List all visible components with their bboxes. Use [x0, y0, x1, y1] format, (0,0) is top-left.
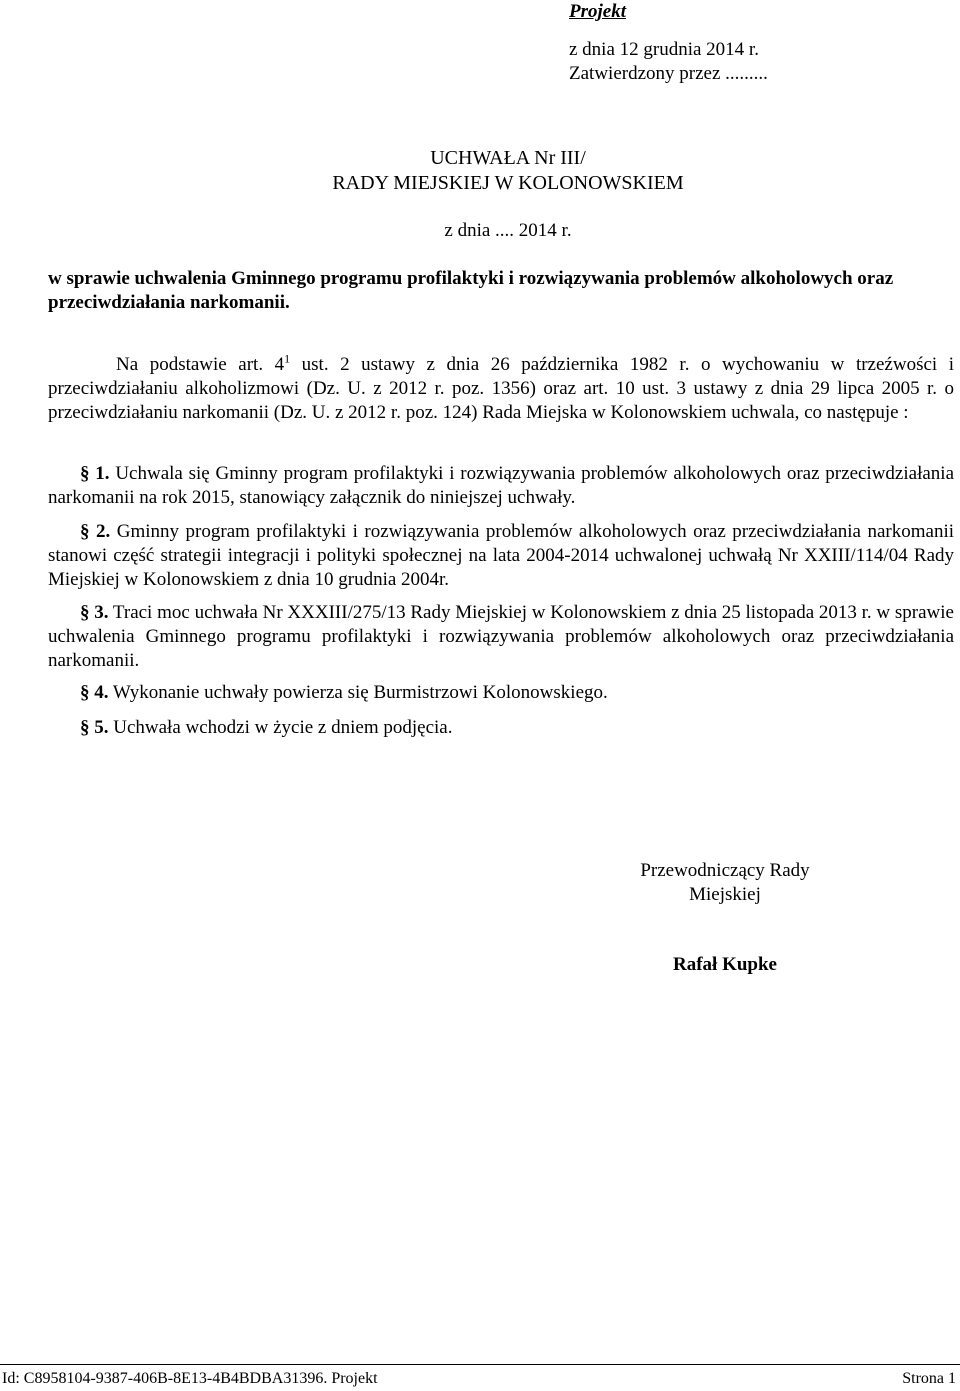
preamble-part-1: Na podstawie art. 4 — [116, 354, 285, 375]
paragraph-2-mark: § 2. — [80, 521, 111, 542]
paragraph-3-text: Traci moc uchwała Nr XXXIII/275/13 Rady Miejskiej w Kolonowskiem z dnia 25 listopada 2013 r. w sprawie uchwalenia Gminnego programu profilaktyki i rozwiązywania problemów alkoholowych oraz przeciwdziałania narkomanii. — [48, 602, 954, 671]
footer-divider — [0, 1364, 960, 1365]
preamble-part-2: ust. 2 ustawy z dnia 26 października 1982 r. o wychowaniu w trzeźwości i przeciwdziałaniu alkoholizmowi (Dz. U. z 2012 r. poz. 1356) oraz art. 10 ust. 3 ustawy z dnia 29 lipca 2005 r. o przeciwdziałaniu narkomanii (Dz. U. z 2012 r. poz. 124) Rada Miejska w Kolonowskiem uchwala, co następuje : — [48, 354, 954, 423]
resolution-number: UCHWAŁA Nr III/ — [430, 147, 586, 169]
paragraph-4-text: Wykonanie uchwały powierza się Burmistrzowi Kolonowskiego. — [108, 682, 608, 703]
paragraph-1-text: Uchwala się Gminny program profilaktyki i rozwiązywania problemów alkoholowych oraz przeciwdziałania narkomanii na rok 2015, stanowiący załącznik do niniejszej uchwały. — [48, 463, 955, 508]
paragraph-1 — [48, 462, 954, 510]
draft-label: Projekt — [569, 1, 626, 22]
paragraph-4 — [48, 681, 954, 705]
draft-date: z dnia 12 grudnia 2014 r. — [569, 39, 759, 60]
paragraph-4-mark: § 4. — [80, 682, 109, 703]
signatory-role-line-1: Przewodniczący Rady — [640, 860, 810, 881]
subject-line-2: przeciwdziałania narkomanii. — [48, 292, 290, 313]
paragraph-2-text: Gminny program profilaktyki i rozwiązywania problemów alkoholowych oraz przeciwdziałania narkomanii stanowi część strategii integracji i polityki społecznej na lata 2004-2014 uchwalonej uchwałą Nr XXIII/114/04 Rady Miejskiej w Kolonowskiem z dnia 10 grudnia 2004r. — [48, 521, 955, 590]
paragraph-1-mark: § 1. — [80, 463, 110, 484]
paragraph-5-text: Uchwała wchodzi w życie z dniem podjęcia. — [108, 717, 453, 738]
paragraph-5-mark: § 5. — [80, 717, 109, 738]
paragraph-5 — [48, 716, 954, 740]
subject-line-1: w sprawie uchwalenia Gminnego programu profilaktyki i rozwiązywania problemów alkoholowych oraz — [48, 268, 894, 289]
signatory-role-line-2: Miejskiej — [689, 884, 761, 905]
footer-page-number: Strona 1 — [902, 1370, 956, 1387]
paragraph-3-mark: § 3. — [80, 602, 109, 623]
resolution-date: z dnia .... 2014 r. — [444, 220, 572, 241]
paragraph-3 — [48, 601, 954, 673]
paragraph-2 — [48, 520, 954, 592]
footer-document-id: Id: C8958104-9387-406B-8E13-4B4BDBA31396. Projekt — [2, 1370, 378, 1387]
approved-by: Zatwierdzony przez ......... — [569, 63, 768, 84]
preamble-superscript: 1 — [284, 351, 291, 366]
council-name: RADY MIEJSKIEJ W KOLONOWSKIEM — [332, 172, 684, 194]
preamble — [48, 353, 954, 425]
signatory-name: Rafał Kupke — [673, 954, 777, 975]
